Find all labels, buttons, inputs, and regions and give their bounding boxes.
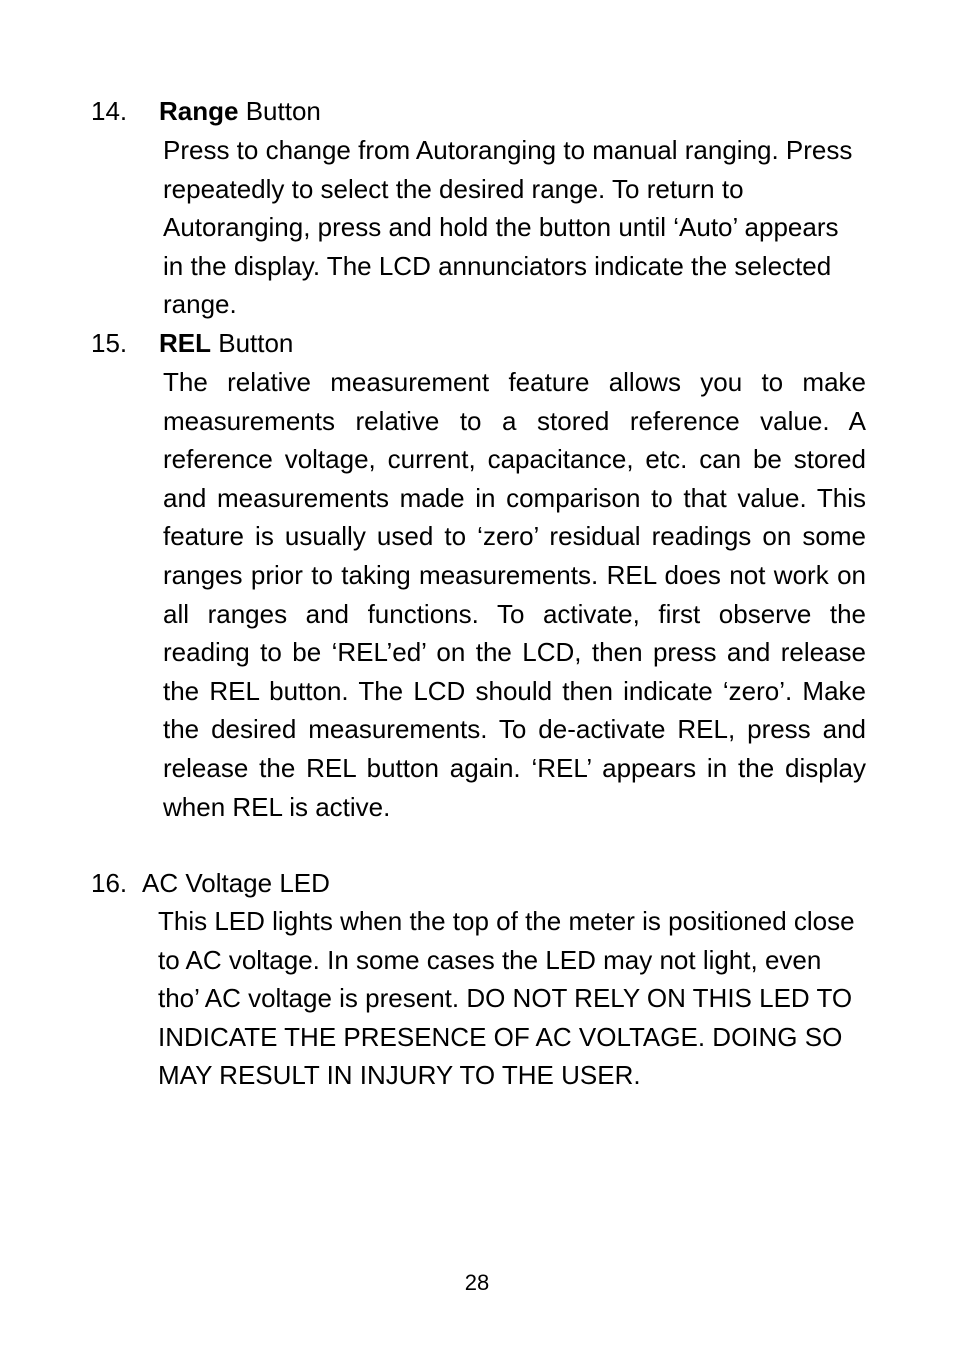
page-number: 28 bbox=[464, 1270, 490, 1295]
item-title bbox=[159, 92, 321, 131]
item-title-bold: REL bbox=[159, 328, 211, 358]
item-number: 16. bbox=[91, 868, 128, 898]
item-description: The relative measurement feature allows you to make measurements relative to a stored reference value. A reference voltage, current, capacitance, etc. can be stored and measurements made in comparison to that value. This feature is usually used to ‘zero’ residual readings on some ranges prior to taking measurements. REL does not work on all ranges and functions. To activate, first observe the reading to be ‘REL’ed’ on the LCD, then press and release the REL button. The LCD should then indicate ‘zero’. Make the desired measurements. To de-activate REL, press and release the REL button again. ‘REL’ appears in the display when REL is active. bbox=[163, 367, 866, 822]
item-number: 14. bbox=[91, 96, 128, 126]
item-heading bbox=[0, 864, 954, 903]
list-item-range-button bbox=[0, 92, 954, 320]
item-description: Press to change from Autoranging to manual ranging. Press repeatedly to select the desired range. To return to Autoranging, press and hold the button until ‘Auto’ appears in the display. The LCD annunciators indicate the selected range. bbox=[163, 135, 853, 320]
item-title bbox=[159, 324, 293, 363]
list-item-rel-button bbox=[0, 324, 954, 822]
list-item-ac-voltage-led bbox=[0, 864, 954, 1091]
item-title-rest: Button bbox=[238, 96, 321, 126]
item-number: 15. bbox=[91, 328, 128, 358]
item-heading bbox=[0, 92, 954, 131]
item-description: This LED lights when the top of the meter is positioned close to AC voltage. In some cases the LED may not light, even tho’ AC voltage is present. DO NOT RELY ON THIS LED TO INDICATE THE PRESENCE OF AC VOLTAGE. DOING SO MAY RESULT IN INJURY TO THE USER. bbox=[158, 906, 855, 1091]
item-heading bbox=[0, 324, 954, 363]
item-title-bold: Range bbox=[159, 96, 239, 126]
item-title-rest: Button bbox=[211, 328, 294, 358]
item-title: AC Voltage LED bbox=[142, 868, 330, 898]
